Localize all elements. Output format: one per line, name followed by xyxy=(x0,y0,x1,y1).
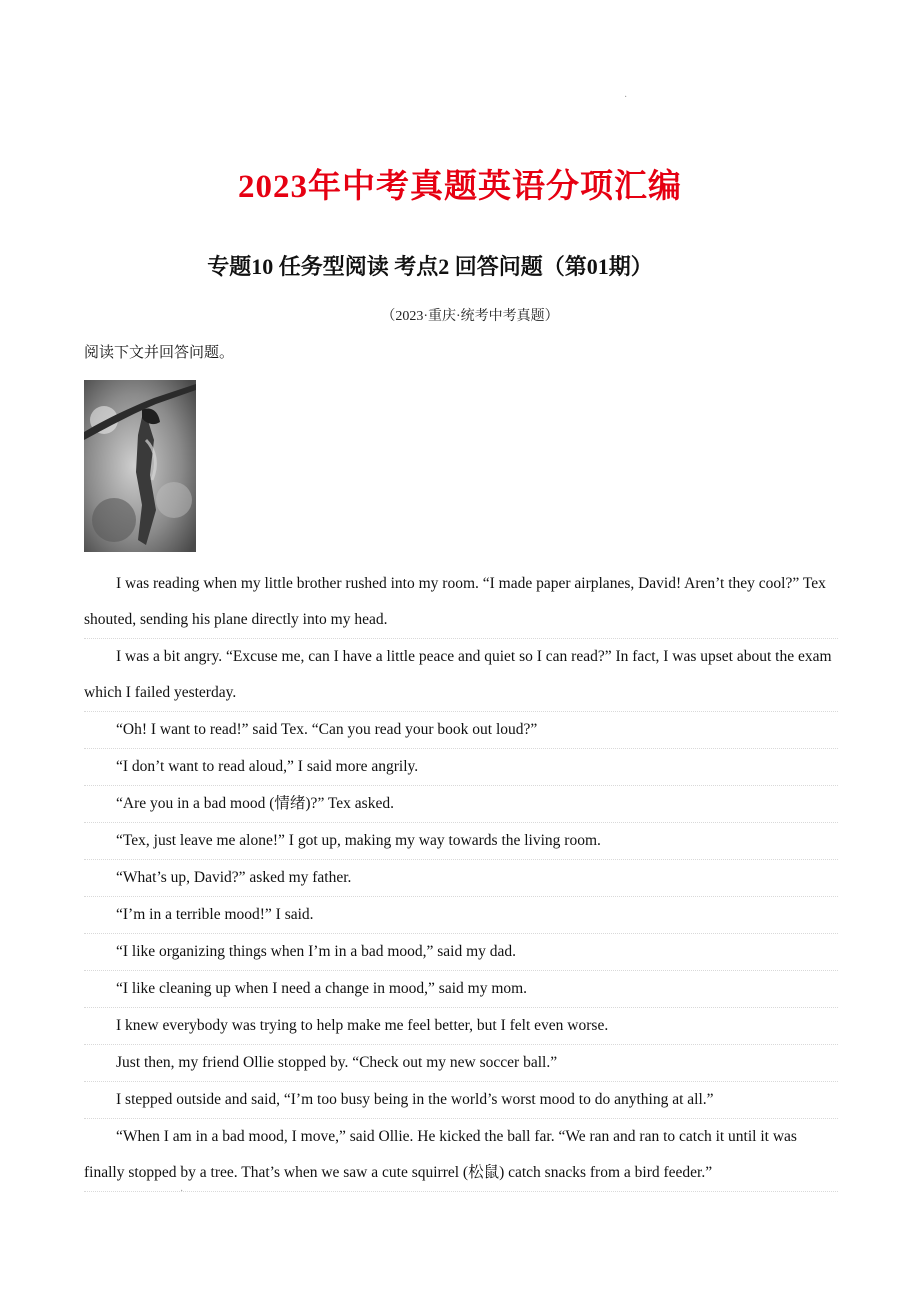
section-subtitle: 专题10 任务型阅读 考点2 回答问题（第01期） xyxy=(207,254,653,279)
reading-instruction: 阅读下文并回答问题。 xyxy=(84,345,235,361)
scan-dot: · xyxy=(180,1186,184,1197)
story-paragraph: “Tex, just leave me alone!” I got up, making my way towards the living room. xyxy=(84,823,838,860)
scan-dot: · xyxy=(624,92,628,103)
story-text xyxy=(84,566,838,1192)
story-paragraph: “Oh! I want to read!” said Tex. “Can you read your book out loud?” xyxy=(84,712,838,749)
story-paragraph: “When I am in a bad mood, I move,” said Ollie. He kicked the ball far. “We ran and ran to catch it until it was finally stopped by a tree. That’s when we saw a cute squirrel (松鼠) catch snacks from a bird feeder.” xyxy=(84,1119,838,1192)
story-paragraph: “I like cleaning up when I need a change in mood,” said my mom. xyxy=(84,971,838,1008)
story-paragraph: “I’m in a terrible mood!” I said. xyxy=(84,897,838,934)
story-paragraph: Just then, my friend Ollie stopped by. “Check out my new soccer ball.” xyxy=(84,1045,838,1082)
squirrel-photo xyxy=(84,380,196,552)
story-paragraph: “I like organizing things when I’m in a bad mood,” said my dad. xyxy=(84,934,838,971)
document-title: 2023年中考真题英语分项汇编 xyxy=(238,169,682,205)
story-paragraph: I was reading when my little brother rushed into my room. “I made paper airplanes, David! Aren’t they cool?” Tex shouted, sending his plane directly into my head. xyxy=(84,566,838,639)
story-paragraph: I knew everybody was trying to help make me feel better, but I felt even worse. xyxy=(84,1008,838,1045)
story-paragraph: I was a bit angry. “Excuse me, can I have a little peace and quiet so I can read?” In fact, I was upset about the exam which I failed yesterday. xyxy=(84,639,838,712)
story-paragraph: I stepped outside and said, “I’m too busy being in the world’s worst mood to do anything at all.” xyxy=(84,1082,838,1119)
story-paragraph: “Are you in a bad mood (情绪)?” Tex asked. xyxy=(84,786,838,823)
question-source: （2023·重庆·统考中考真题） xyxy=(381,309,559,324)
story-paragraph: “I don’t want to read aloud,” I said more angrily. xyxy=(84,749,838,786)
story-paragraph: “What’s up, David?” asked my father. xyxy=(84,860,838,897)
